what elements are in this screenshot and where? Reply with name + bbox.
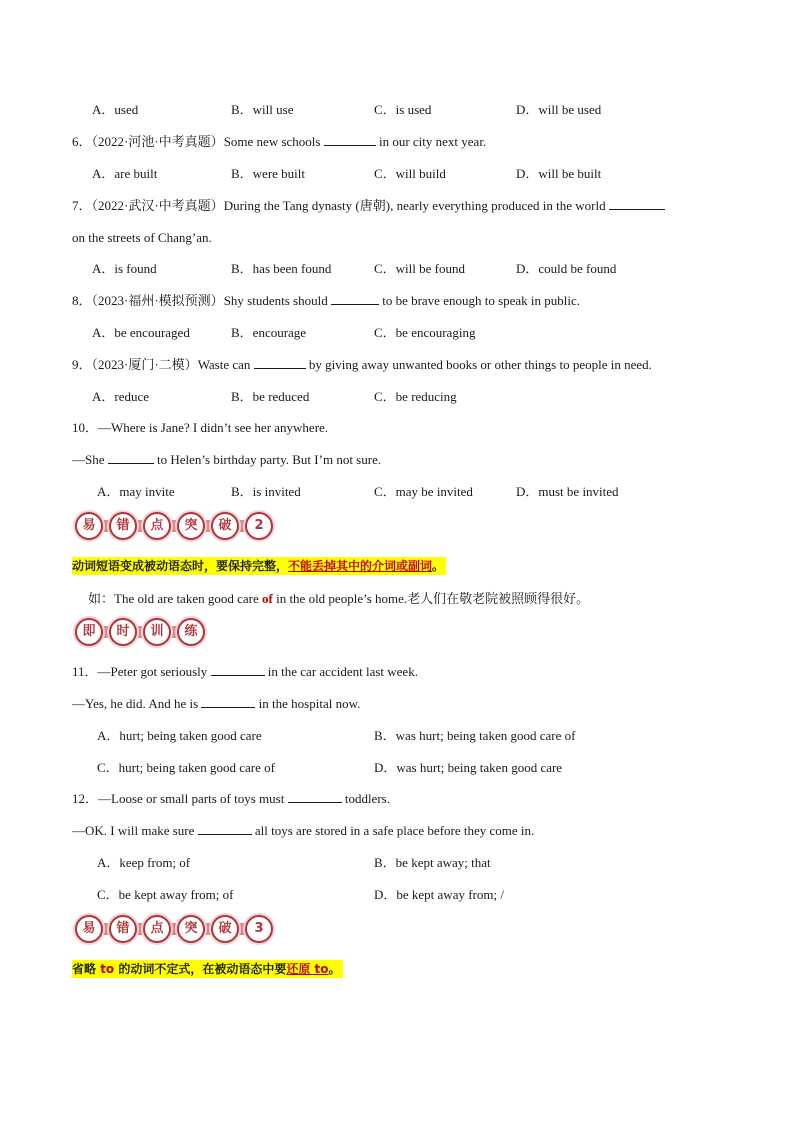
q8-source: （2023·福州·模拟预测） xyxy=(91,293,224,308)
q8-option-b[interactable]: B．encourage xyxy=(231,325,307,340)
q12-option-c[interactable]: C．be kept away from; of xyxy=(97,887,234,902)
q11-option-d[interactable]: D．was hurt; being taken good care xyxy=(374,760,563,775)
q6-option-d[interactable]: D．will be built xyxy=(516,166,602,181)
q8-option-c[interactable]: C．be encouraging xyxy=(374,325,476,340)
q11-option-b[interactable]: B．was hurt; being taken good care of xyxy=(374,728,576,743)
q11-options-row2 xyxy=(0,759,794,777)
q10-option-c[interactable]: C．may be invited xyxy=(374,484,473,499)
q6-source: （2022·河池·中考真题） xyxy=(91,134,224,149)
q8-text-after: to be brave enough to speak in public. xyxy=(382,293,581,308)
practice-badge xyxy=(75,616,211,650)
q8-blank[interactable] xyxy=(331,292,379,305)
q11-line1 xyxy=(72,663,418,681)
practice-badge-char-4: 练 xyxy=(177,618,205,646)
q8-number: 8． xyxy=(72,293,92,308)
example-2 xyxy=(88,590,589,608)
q10-line2 xyxy=(72,451,381,469)
q8-text-before: Shy students should xyxy=(223,293,328,308)
q12-line2 xyxy=(72,822,534,840)
q11-blank-2[interactable] xyxy=(201,695,255,708)
q7-number: 7． xyxy=(72,198,92,213)
q8-stem xyxy=(72,292,580,310)
badge-3-char-4: 突 xyxy=(177,915,205,943)
badge-2-number: 2 xyxy=(245,512,273,540)
q5-option-b[interactable]: B．will use xyxy=(231,102,294,117)
q11-line1-before: 11．—Peter got seriously xyxy=(72,664,208,679)
q10-blank[interactable] xyxy=(108,451,154,464)
badge-2-char-2: 错 xyxy=(109,512,137,540)
q9-option-c[interactable]: C．be reducing xyxy=(374,389,457,404)
q9-option-a[interactable]: A．reduce xyxy=(92,389,150,404)
rule-3-middle: 的动词不定式，在被动语态中要 xyxy=(114,962,287,976)
badge-3-char-2: 错 xyxy=(109,915,137,943)
q9-blank[interactable] xyxy=(254,356,306,369)
q11-line2 xyxy=(72,695,360,713)
q9-source: （2023·厦门·二模） xyxy=(91,357,198,372)
q6-option-a[interactable]: A．are built xyxy=(92,166,158,181)
q7-blank[interactable] xyxy=(609,197,665,210)
badge-3-char-5: 破 xyxy=(211,915,239,943)
practice-badge-char-2: 时 xyxy=(109,618,137,646)
q6-text-after: in our city next year. xyxy=(378,134,487,149)
q7-source: （2022·武汉·中考真题） xyxy=(91,198,224,213)
q12-blank-2[interactable] xyxy=(198,822,252,835)
q9-stem xyxy=(72,356,652,374)
badge-2-char-3: 点 xyxy=(143,512,171,540)
q7-options xyxy=(0,260,794,278)
q7-option-d[interactable]: D．could be found xyxy=(516,261,617,276)
rule-3-emphasis: 还原 to xyxy=(286,962,329,976)
q12-option-b[interactable]: B．be kept away; that xyxy=(374,855,491,870)
rule-3-before: 省略 xyxy=(72,962,101,976)
q9-options xyxy=(0,388,794,406)
q11-blank-1[interactable] xyxy=(211,663,265,676)
q6-option-b[interactable]: B．were built xyxy=(231,166,306,181)
q6-text-before: Some new schools xyxy=(223,134,321,149)
q7-option-c[interactable]: C．will be found xyxy=(374,261,465,276)
q8-option-a[interactable]: A．be encouraged xyxy=(92,325,190,340)
q7-stem xyxy=(72,197,665,215)
q12-options-row2 xyxy=(0,886,794,904)
q6-option-c[interactable]: C．will build xyxy=(374,166,446,181)
q5-option-c[interactable]: C．is used xyxy=(374,102,432,117)
q9-number: 9． xyxy=(72,357,92,372)
q8-options xyxy=(0,324,794,342)
q11-line2-after: in the hospital now. xyxy=(258,696,361,711)
q9-text-before: Waste can xyxy=(197,357,251,372)
practice-badge-char-3: 训 xyxy=(143,618,171,646)
q12-line1 xyxy=(72,790,390,808)
q10-line1: 10．—Where is Jane? I didn’t see her anywhere. xyxy=(72,420,329,435)
badge-3-char-3: 点 xyxy=(143,915,171,943)
example-2-before: 如：The old are taken good care xyxy=(88,591,262,606)
q12-options-row1 xyxy=(0,854,794,872)
q11-line1-after: in the car accident last week. xyxy=(267,664,418,679)
rule-3-keyword: to xyxy=(100,962,115,976)
badge-2-char-5: 破 xyxy=(211,512,239,540)
section-badge-2 xyxy=(75,510,279,544)
example-2-keyword: of xyxy=(261,591,273,606)
q9-text-after: by giving away unwanted books or other things to people in need. xyxy=(308,357,652,372)
q10-line2-before: —She xyxy=(72,452,105,467)
q7-stem-line2: on the streets of Chang’an. xyxy=(72,230,212,245)
q11-option-c[interactable]: C．hurt; being taken good care of xyxy=(97,760,275,775)
q11-options-row1 xyxy=(0,727,794,745)
q10-option-b[interactable]: B．is invited xyxy=(231,484,301,499)
badge-3-number: 3 xyxy=(245,915,273,943)
rule-3-highlight xyxy=(72,960,343,978)
q5-option-a[interactable]: A．used xyxy=(92,102,139,117)
q6-stem xyxy=(72,133,486,151)
badge-2-char-4: 突 xyxy=(177,512,205,540)
rule-2-end: 。 xyxy=(432,559,445,573)
q10-option-a[interactable]: A．may invite xyxy=(97,484,175,499)
rule-3-end: 。 xyxy=(328,962,341,976)
example-2-after: in the old people’s home.老人们在敬老院被照顾得很好。 xyxy=(272,591,590,606)
rule-2-text: 动词短语变成被动语态时，要保持完整， xyxy=(72,559,289,573)
q6-number: 6． xyxy=(72,134,92,149)
q12-option-d[interactable]: D．be kept away from; / xyxy=(374,887,504,902)
badge-2-char-1: 易 xyxy=(75,512,103,540)
q12-line1-after: toddlers. xyxy=(344,791,390,806)
q12-line2-after: all toys are stored in a safe place before they come in. xyxy=(254,823,535,838)
rule-2-emphasis: 不能丢掉其中的介词或副词 xyxy=(288,559,433,573)
rule-2-highlight xyxy=(72,557,446,575)
q9-option-b[interactable]: B．be reduced xyxy=(231,389,310,404)
q6-options xyxy=(0,165,794,183)
q7-text-before: During the Tang dynasty (唐朝), nearly everything produced in the world xyxy=(223,198,606,213)
practice-badge-char-1: 即 xyxy=(75,618,103,646)
q10-option-d[interactable]: D．must be invited xyxy=(516,484,619,499)
q11-option-a[interactable]: A．hurt; being taken good care xyxy=(97,728,262,743)
q11-line2-before: —Yes, he did. And he is xyxy=(72,696,199,711)
q12-option-a[interactable]: A．keep from; of xyxy=(97,855,191,870)
q7-option-a[interactable]: A．is found xyxy=(92,261,157,276)
q5-options xyxy=(0,101,794,119)
q12-line2-before: —OK. I will make sure xyxy=(72,823,195,838)
q7-option-b[interactable]: B．has been found xyxy=(231,261,332,276)
q5-option-d[interactable]: D．will be used xyxy=(516,102,602,117)
q10-options xyxy=(0,483,794,501)
badge-3-char-1: 易 xyxy=(75,915,103,943)
q6-blank[interactable] xyxy=(324,133,376,146)
section-badge-3 xyxy=(75,913,279,947)
q12-blank-1[interactable] xyxy=(288,790,342,803)
q10-line2-after: to Helen’s birthday party. But I’m not sure. xyxy=(157,452,382,467)
q12-line1-before: 12．—Loose or small parts of toys must xyxy=(72,791,285,806)
